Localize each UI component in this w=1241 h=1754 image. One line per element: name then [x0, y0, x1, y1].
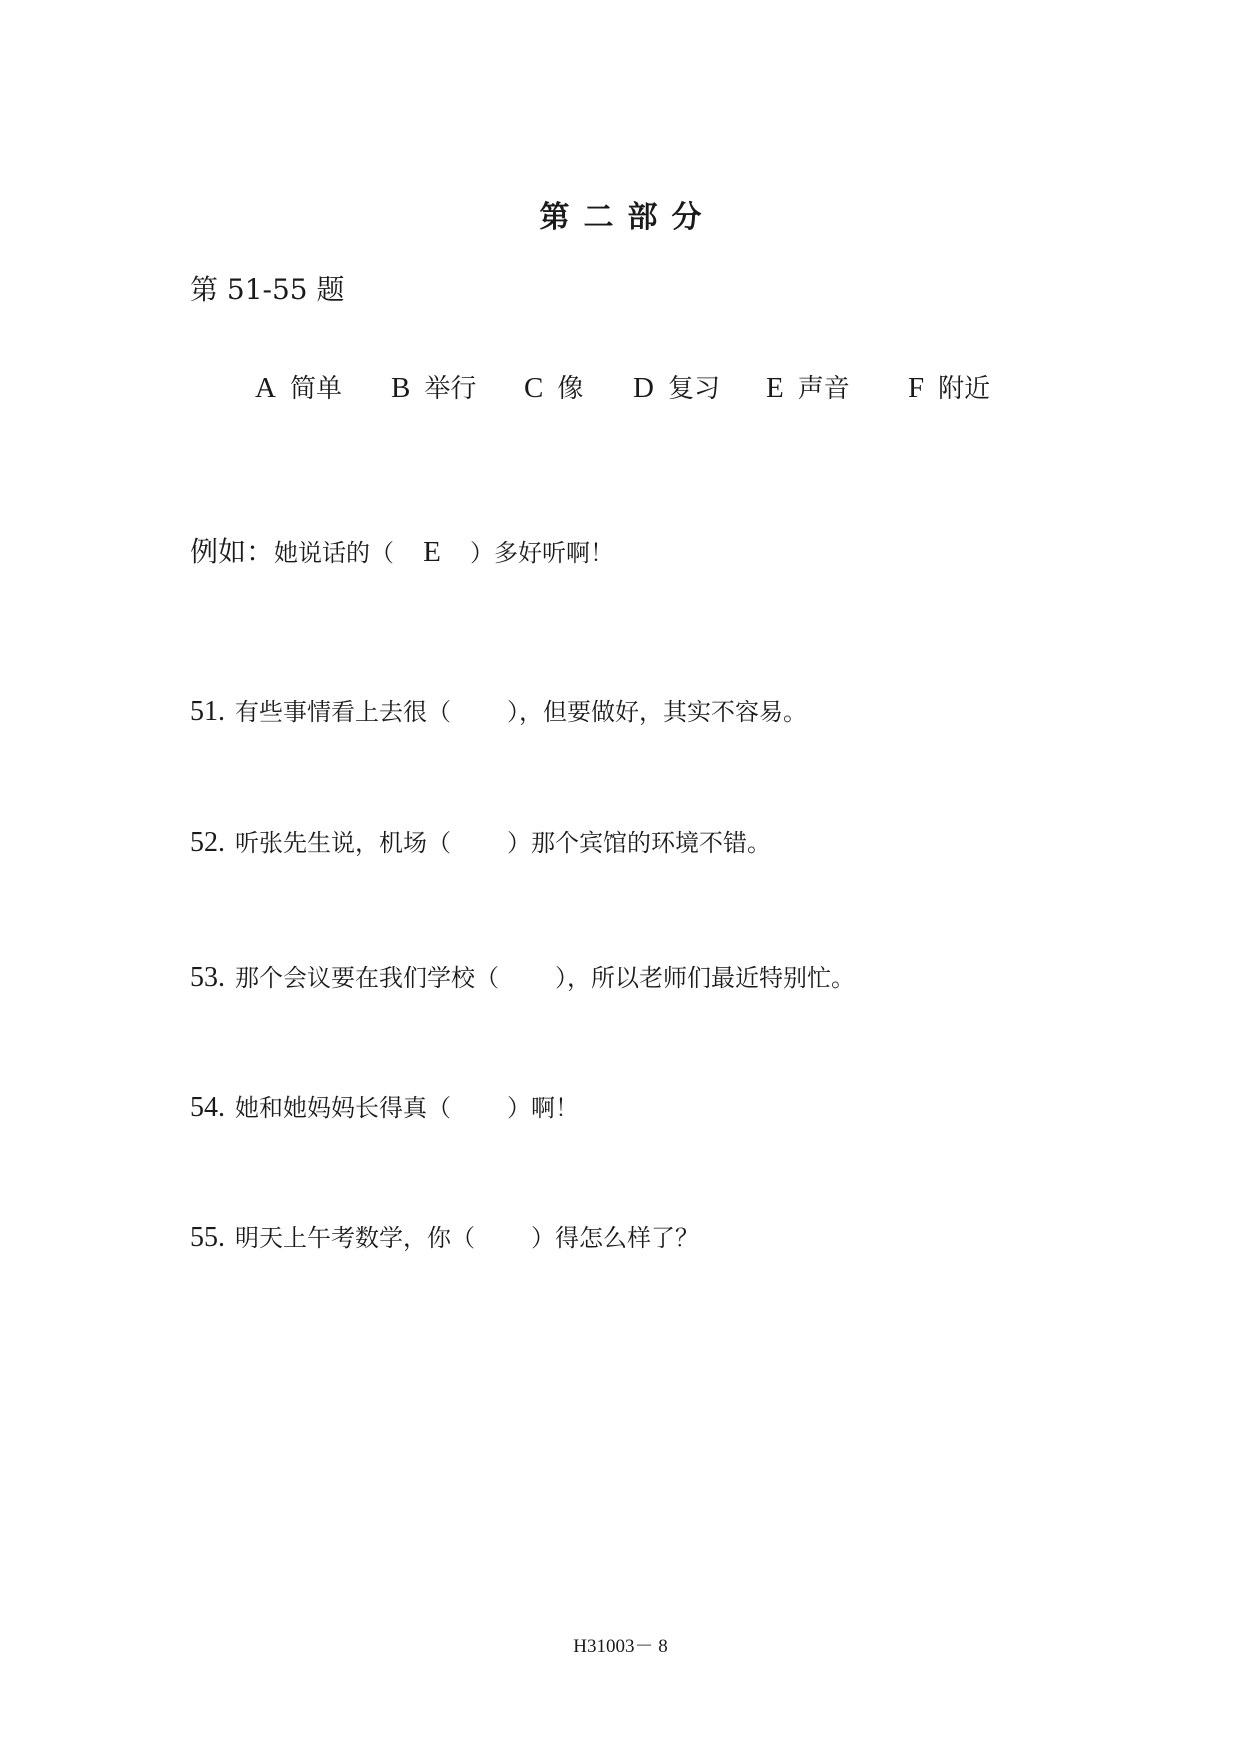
option-word: 附近 [938, 374, 991, 404]
question-text-after: ），所以老师们最近特别忙。 [555, 964, 855, 992]
question-54 [190, 1088, 579, 1128]
option-c [524, 368, 583, 409]
option-a [255, 368, 342, 409]
section-range: 第 51-55 题 [190, 273, 345, 306]
question-51 [190, 692, 807, 732]
question-number: 55. [190, 1222, 225, 1253]
option-f [908, 368, 990, 409]
question-55 [190, 1218, 699, 1258]
question-text-before: 那个会议要在我们学校（ [235, 964, 499, 992]
question-text-before: 听张先生说，机场（ [235, 829, 451, 857]
question-number: 52. [190, 827, 225, 858]
option-d [633, 368, 720, 409]
example-answer: E [423, 536, 441, 568]
question-text-after: ）得怎么样了？ [531, 1224, 699, 1252]
option-letter: C [524, 372, 544, 404]
question-text-before: 她和她妈妈长得真（ [235, 1094, 451, 1122]
option-word: 像 [557, 374, 584, 404]
question-text-after: ）啊！ [507, 1094, 579, 1122]
option-word: 简单 [289, 374, 342, 404]
question-52 [190, 823, 771, 863]
option-e [766, 368, 850, 409]
option-letter: F [908, 372, 925, 404]
question-text-before: 明天上午考数学，你（ [235, 1224, 475, 1252]
option-letter: E [766, 372, 784, 404]
part-title: 第二部分 [539, 200, 716, 235]
option-word: 举行 [424, 374, 477, 404]
option-letter: A [255, 372, 276, 404]
question-53 [190, 958, 855, 998]
question-number: 54. [190, 1092, 225, 1123]
question-text-before: 有些事情看上去很（ [235, 698, 451, 726]
option-b [391, 368, 476, 409]
option-letter: B [391, 372, 411, 404]
question-number: 53. [190, 962, 225, 993]
question-text-after: ），但要做好，其实不容易。 [507, 698, 807, 726]
option-letter: D [633, 372, 654, 404]
option-word: 声音 [797, 374, 850, 404]
page-footer: H31003－ 8 [573, 1636, 668, 1657]
word-options [0, 368, 1241, 408]
example-sentence [190, 532, 614, 573]
option-word: 复习 [667, 374, 720, 404]
example-lead: 例如： [190, 535, 275, 568]
question-number: 51. [190, 696, 225, 727]
question-text-after: ）那个宾馆的环境不错。 [507, 829, 771, 857]
example-text-before: 她说话的（ [274, 539, 395, 567]
example-text-after: ）多好听啊！ [470, 539, 615, 567]
